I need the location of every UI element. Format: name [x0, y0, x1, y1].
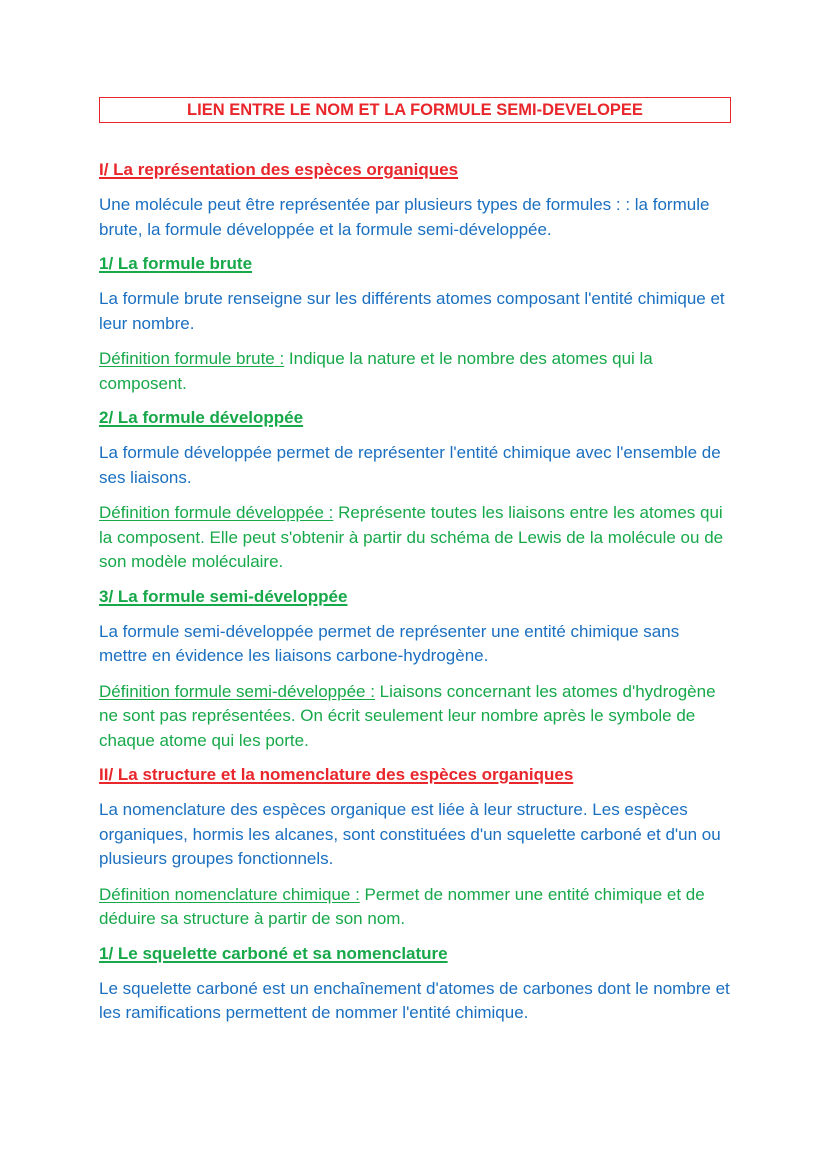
subsection-brute-heading: 1/ La formule brute [99, 254, 253, 273]
definition-semi-developpee-text: Liaisons concernant les atomes d'hydrogène ne sont pas représentées. On écrit seulement leur nombre après le symbole de chaque atome qui les porte. [99, 681, 716, 750]
definition-semi-developpee [99, 680, 731, 754]
subsection-semi-developpee-heading: 3/ La formule semi-développée [99, 586, 348, 606]
subsection-developpee-text: La formule développée permet de représenter l'entité chimique avec l'ensemble de ses liaisons. [99, 443, 721, 487]
section-2-heading: II/ La structure et la nomenclature des espèces organiques [99, 765, 574, 784]
definition-nomenclature [99, 883, 731, 932]
definition-nomenclature-text: Permet de nommer une entité chimique et de déduire sa structure à partir de son nom. [99, 884, 705, 928]
definition-semi-developpee-label: Définition formule semi-développée : [99, 681, 375, 701]
subsection-brute-text: La formule brute renseigne sur les différents atomes composant l'entité chimique et leur nombre. [99, 289, 725, 333]
subsection-semi-developpee-text: La formule semi-développée permet de représenter une entité chimique sans mettre en évidence les liaisons carbone-hydrogène. [99, 621, 680, 665]
definition-brute [99, 347, 731, 396]
subsection-squelette-text: Le squelette carboné est un enchaînement d'atomes de carbones dont le nombre et les ramifications permettent de nommer l'entité chimique. [99, 978, 730, 1022]
section-2-intro: La nomenclature des espèces organique est liée à leur structure. Les espèces organiques, hormis les alcanes, sont constituées d'un squelette carboné et d'un ou plusieurs groupes fonctionnels. [99, 800, 721, 868]
definition-brute-label: Définition formule brute : [99, 349, 285, 368]
definition-brute-text: Indique la nature et le nombre des atomes qui la composent. [99, 349, 653, 393]
section-1-intro: Une molécule peut être représentée par plusieurs types de formules : : la formule brute, la formule développée et la formule semi-développée. [99, 195, 710, 239]
document-title: LIEN ENTRE LE NOM ET LA FORMULE SEMI-DEVELOPEE [99, 97, 731, 123]
definition-nomenclature-label: Définition nomenclature chimique : [99, 884, 360, 904]
document-page [99, 97, 731, 1037]
section-1-heading: I/ La représentation des espèces organiques [99, 160, 459, 179]
subsection-developpee-heading: 2/ La formule développée [99, 408, 304, 427]
subsection-squelette-heading: 1/ Le squelette carboné et sa nomenclature [99, 943, 448, 963]
definition-developpee-label: Définition formule développée : [99, 503, 334, 522]
definition-developpee [99, 501, 731, 575]
definition-developpee-text: Représente toutes les liaisons entre les atomes qui la composent. Elle peut s'obtenir à partir du schéma de Lewis de la molécule ou de son modèle moléculaire. [99, 503, 724, 571]
